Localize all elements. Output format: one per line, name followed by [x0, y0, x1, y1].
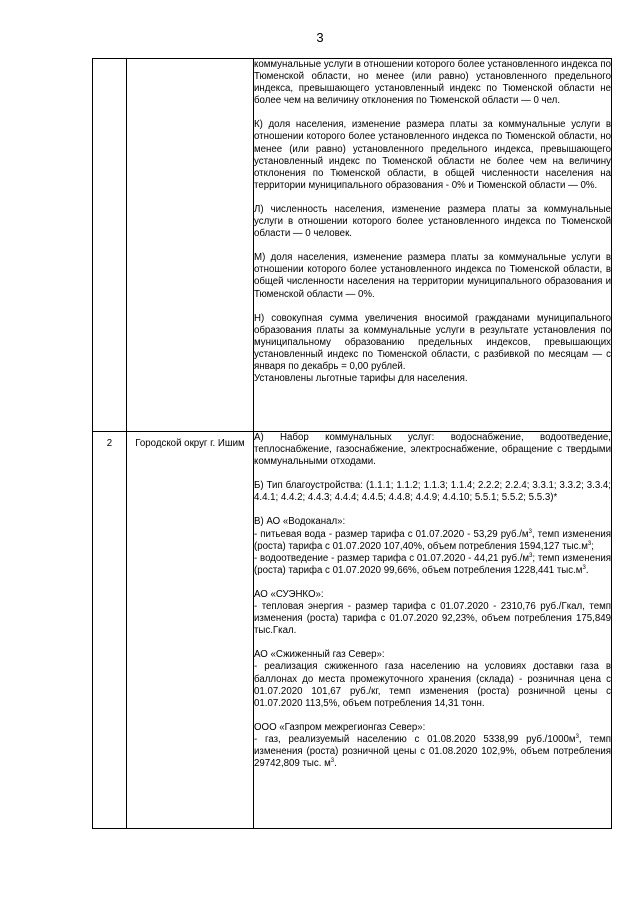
- paragraph-b-amenities: Б) Тип благоустройства: (1.1.1; 1.1.2; 1.1.3; 1.1.4; 2.2.2; 2.2.4; 3.3.1; 3.3.2; 3.3.4; 4.4.1; 4.4.2; 4.4.3; 4.4.4; 4.4.5; 4.4.8; 4.4.9; 4.4.10; 5.5.1; 5.5.2; 5.5.3)*: [254, 480, 611, 504]
- suenko-heading: АО «СУЭНКО»:: [254, 588, 324, 600]
- vodokanal-sewer: - водоотведение - размер тарифа с 01.07.2020 - 44,21 $руб./м^3$; темп изменения (роста) тарифа с 01.07.2020 99,66%, объем потребления 1228,441 $тыс.м^3$.: [254, 552, 612, 576]
- gazprom-gas: - газ, реализуемый населению с 01.08.2020 5338,99 $руб./1000м^3$, темп изменения (роста) розничной цены с 01.08.2020 102,9%, объем потребления 29742,809 тыс. $м^3$.: [254, 733, 611, 770]
- row-number-cell: [93, 59, 127, 432]
- table-row: [93, 432, 612, 829]
- municipal-table: [92, 58, 612, 829]
- gas-sever-lpg: - реализация сжиженного газа населению на условиях доставки газа в баллонах до места промежуточного хранения (склада) - розничная цена с 01.07.2020 101,67 руб./кг, темп изменения (роста) розничной цены с 01.07.2020 113,5%, объем потребления 14,31 тонн.: [254, 661, 611, 709]
- paragraph-k: К) доля населения, изменение размера платы за коммунальные услуги в отношении которого более установленного индекса по Тюменской области, но менее (или равно) установленного предельного индекса, превышающего установленный индекс по Тюменской области не более чем на величину отклонения по Тюменской области, в общей численности населения на территории муниципального образования - 0% и Тюменской области — 0%.: [254, 119, 611, 191]
- table-row: [93, 59, 612, 432]
- paragraph-a-services: А) Набор коммунальных услуг: водоснабжение, водоотведение, теплоснабжение, газоснабжение, электроснабжение, обращение с твердыми коммунальными отходами.: [254, 432, 611, 468]
- gazprom-heading: ООО «Газпром межрегионгаз Север»:: [254, 721, 426, 733]
- paragraph-m: М) доля населения, изменение размера платы за коммунальные услуги в отношении которого более установленного индекса по Тюменской области, в общей численности населения на территории муниципального образования и Тюменской области — 0%.: [254, 252, 611, 300]
- row-number-cell: 2: [93, 432, 127, 829]
- benefit-tariffs-note: Установлены льготные тарифы для населения.: [254, 373, 468, 385]
- description-cell: [254, 432, 612, 829]
- paragraph-l: Л) численность населения, изменение размера платы за коммунальные услуги в отношении которого более установленного индекса по Тюменской области — 0 человек.: [254, 203, 611, 240]
- page-number: 3: [316, 30, 324, 45]
- suenko-heat: - тепловая энергия - размер тарифа с 01.07.2020 - 2310,76 руб./Гкал, темп изменения (роста) тарифа с 01.07.2020 92,23%, объем потребления 175,849 тыс.Гкал.: [254, 601, 611, 637]
- municipality-cell: [127, 59, 254, 432]
- paragraph-i-continued: коммунальные услуги в отношении которого более установленного индекса по Тюменской области, но менее (или равно) установленного предельного индекса, превышающего установленный индекс по Тюменской области не более чем на величину отклонения по Тюменской области — 0 чел.: [254, 59, 611, 107]
- gas-sever-heading: АО «Сжиженный газ Север»:: [254, 649, 385, 661]
- municipality-cell: Городской округ г. Ишим: [127, 432, 254, 829]
- paragraph-n: Н) совокупная сумма увеличения вносимой гражданами муниципального образования платы за коммунальные услуги в результате установления по муниципальному образованию предельных индексов, превышающих установленный индекс по Тюменской области, с разбивкой по месяцам — с января по декабрь = 0,00 рублей.: [254, 312, 611, 372]
- vodokanal-water: - питьевая вода - размер тарифа с 01.07.2020 - 53,29 $руб./м^3$, темп изменения (роста) тарифа с 01.07.2020 107,40%, объем потребления 1594,127 $тыс.м^3$;: [254, 528, 612, 552]
- description-cell: [254, 59, 612, 432]
- vodokanal-heading: В) АО «Водоканал»:: [254, 516, 346, 528]
